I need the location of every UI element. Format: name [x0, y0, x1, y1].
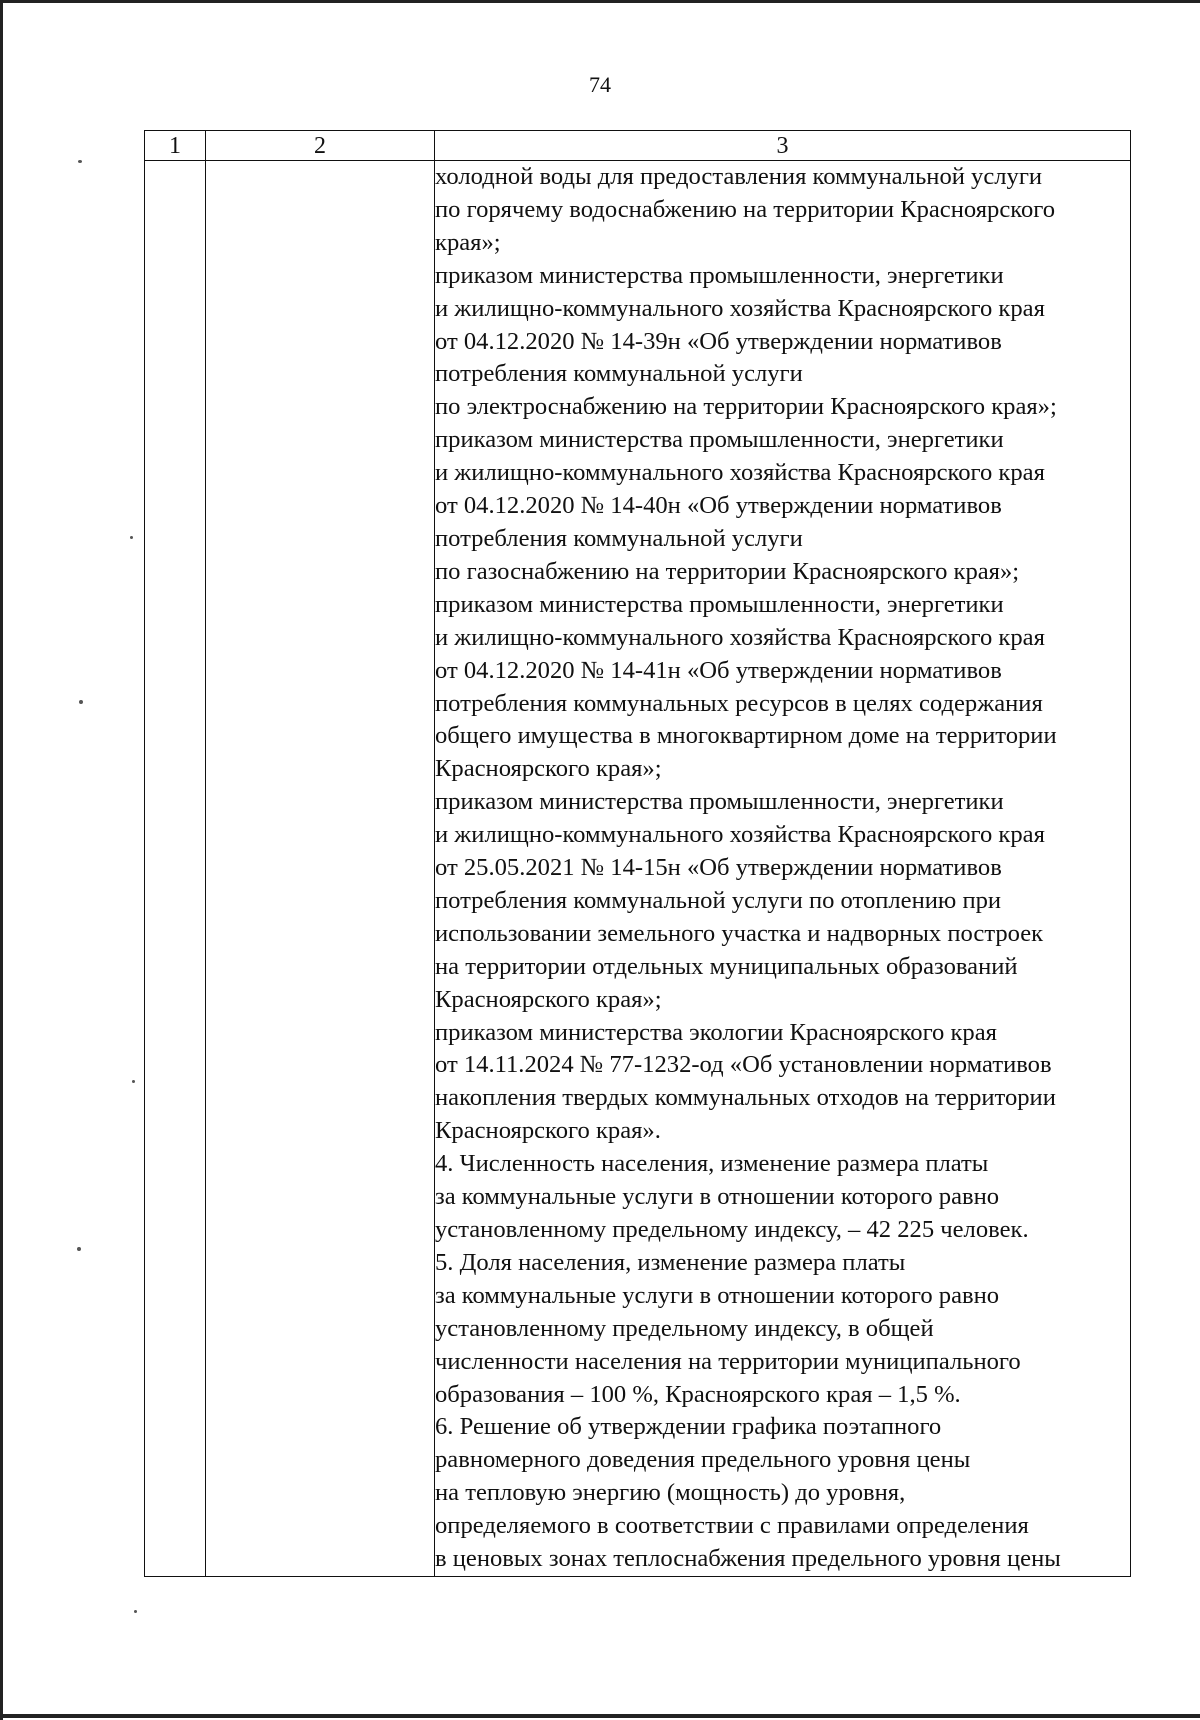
column-header-3: 3 [435, 131, 1131, 161]
text-line: от 14.11.2024 № 77-1232-од «Об установлении нормативов [435, 1051, 1052, 1079]
scan-speck [134, 1610, 137, 1613]
scan-speck [79, 700, 83, 704]
text-line: от 04.12.2020 № 14-41н «Об утверждении нормативов [435, 656, 1002, 684]
column-header-1: 1 [145, 131, 206, 161]
text-line: 4. Численность населения, изменение размера платы [435, 1150, 989, 1178]
text-line: потребления коммунальной услуги [435, 524, 803, 552]
text-line: потребления коммунальной услуги [435, 360, 803, 388]
text-line: и жилищно-коммунального хозяйства Красноярского края [435, 623, 1045, 651]
text-line: равномерного доведения предельного уровня цены [435, 1446, 971, 1474]
text-line: по горячему водоснабжению на территории Красноярского [435, 195, 1056, 223]
text-line: 5. Доля населения, изменение размера платы [435, 1248, 906, 1276]
text-line: и жилищно-коммунального хозяйства Красноярского края [435, 821, 1045, 849]
text-line: приказом министерства экологии Красноярского края [435, 1018, 997, 1046]
table-row [145, 161, 1131, 1577]
scan-speck [130, 536, 133, 539]
text-line: по электроснабжению на территории Красноярского края»; [435, 393, 1057, 421]
column-header-2: 2 [206, 131, 435, 161]
text-line: Красноярского края»; [435, 985, 662, 1013]
text-line: Красноярского края»; [435, 755, 662, 783]
text-line: края»; [435, 228, 501, 256]
scan-border-bottom [0, 1714, 1200, 1718]
text-line: за коммунальные услуги в отношении которого равно [435, 1183, 1000, 1211]
document-table [144, 130, 1131, 1577]
text-line: Красноярского края». [435, 1117, 661, 1145]
text-line: холодной воды для предоставления коммунальной услуги [435, 163, 1043, 190]
text-line: в ценовых зонах теплоснабжения предельного уровня цены [435, 1545, 1061, 1573]
scan-border-left [0, 0, 3, 1720]
cell-column-3 [435, 161, 1131, 1577]
text-line: от 04.12.2020 № 14-39н «Об утверждении нормативов [435, 327, 1002, 355]
text-line: и жилищно-коммунального хозяйства Красноярского края [435, 294, 1045, 322]
text-line: 6. Решение об утверждении графика поэтапного [435, 1413, 942, 1441]
text-line: и жилищно-коммунального хозяйства Красноярского края [435, 459, 1045, 487]
text-line: определяемого в соответствии с правилами определения [435, 1512, 1029, 1540]
scan-border-top [0, 0, 1200, 3]
text-line: приказом министерства промышленности, энергетики [435, 788, 1004, 816]
scan-speck [132, 1080, 135, 1083]
text-line: накопления твердых коммунальных отходов на территории [435, 1084, 1056, 1112]
text-line: общего имущества в многоквартирном доме на территории [435, 722, 1057, 750]
text-line: использовании земельного участка и надворных построек [435, 919, 1044, 947]
text-line: по газоснабжению на территории Красноярского края»; [435, 557, 1020, 585]
scan-speck [78, 160, 82, 163]
cell-column-1 [145, 161, 206, 1577]
text-line: численности населения на территории муниципального [435, 1347, 1021, 1375]
text-line: установленному предельному индексу, – 42 225 человек. [435, 1216, 1029, 1243]
text-line: за коммунальные услуги в отношении которого равно [435, 1281, 1000, 1309]
text-line: потребления коммунальных ресурсов в целях содержания [435, 689, 1043, 717]
scan-speck [77, 1247, 81, 1251]
page-number: 74 [589, 72, 611, 97]
text-line: приказом министерства промышленности, энергетики [435, 426, 1004, 454]
text-line: на территории отдельных муниципальных образований [435, 952, 1018, 980]
text-line: приказом министерства промышленности, энергетики [435, 261, 1004, 289]
text-line: от 04.12.2020 № 14-40н «Об утверждении нормативов [435, 492, 1002, 520]
cell-column-2 [206, 161, 435, 1577]
text-line: от 25.05.2021 № 14-15н «Об утверждении нормативов [435, 854, 1002, 882]
text-line: образования – 100 %, Красноярского края – 1,5 %. [435, 1380, 961, 1408]
text-line: на тепловую энергию (мощность) до уровня, [435, 1479, 906, 1507]
text-line: установленному предельному индексу, в общей [435, 1314, 934, 1342]
text-line: потребления коммунальной услуги по отоплению при [435, 886, 1002, 914]
text-line: приказом министерства промышленности, энергетики [435, 590, 1004, 618]
table-header-row [145, 131, 1131, 161]
